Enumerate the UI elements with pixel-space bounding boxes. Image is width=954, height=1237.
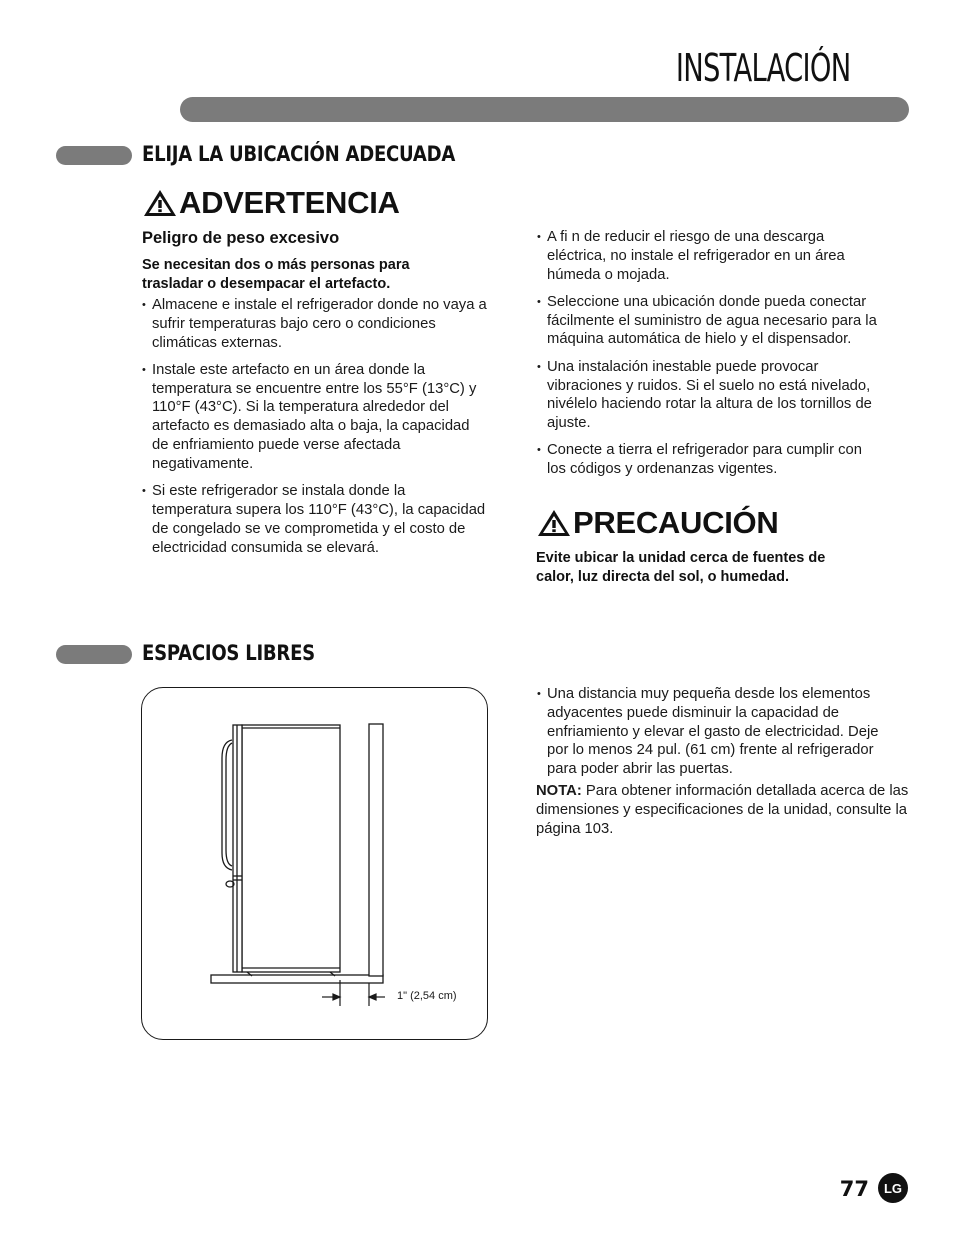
bullet-item: • Conecte a tierra el refrigerador para cumplir con los códigos y ordenanzas vigentes. — [537, 441, 882, 479]
section-heading-location: ELIJA LA UBICACIÓN ADECUADA — [142, 142, 456, 166]
page-number: 77 — [839, 1177, 869, 1201]
bullet-item: • Almacene e instale el refrigerador donde no vaya a sufrir temperaturas bajo cero o condiciones climáticas externas. — [142, 296, 487, 352]
bullet-item: • Una instalación inestable puede provocar vibraciones y ruidos. Si el suelo no está nivelado, nivélelo haciendo rotar la altura de los tornillos de ajuste. — [537, 358, 882, 433]
refrigerator-side-diagram — [142, 688, 487, 1039]
clearance-list — [537, 685, 897, 787]
warning-triangle-icon — [536, 508, 572, 538]
warning-list-left — [142, 296, 487, 566]
clearance-diagram — [141, 687, 488, 1040]
warning-subtitle: Peligro de peso excesivo — [142, 229, 340, 247]
warning-heading — [142, 185, 400, 221]
warning-intro: Se necesitan dos o más personas para trasladar o desempacar el artefacto. — [142, 257, 410, 292]
caution-text: Evite ubicar la unidad cerca de fuentes de calor, luz directa del sol, o humedad. — [536, 550, 826, 585]
caution-title: PRECAUCIÓN — [573, 505, 779, 540]
section-pill — [56, 645, 132, 664]
bullet-item: • Instale este artefacto en un área donde la temperatura se encuentre entre los 55°F (13°C) y 110°F (43°C). Si la temperatura alrededor del artefacto es demasiado alta o baja, la capacidad de enfriamiento puede verse afectada negativamente. — [142, 361, 487, 474]
warning-title: ADVERTENCIA — [179, 185, 400, 220]
caution-heading — [536, 505, 778, 541]
section-pill — [56, 146, 132, 165]
warning-triangle-icon — [142, 188, 178, 218]
lg-logo-icon — [877, 1172, 909, 1204]
bullet-item: • A fi n de reducir el riesgo de una descarga eléctrica, no instale el refrigerador en un área húmeda o mojada. — [537, 228, 882, 284]
note-label: NOTA: — [536, 783, 582, 799]
title-bar — [180, 97, 909, 122]
clearance-note — [536, 782, 911, 838]
bullet-item: • Una distancia muy pequeña desde los elementos adyacentes puede disminuir la capacidad de enfriamiento y elevar el gasto de electricidad. Deje por lo menos 24 pul. (61 cm) frente al refrigerador para poder abrir las puertas. — [537, 685, 897, 779]
clearance-label: 1" (2,54 cm) — [397, 990, 457, 1002]
warning-list-right — [537, 228, 882, 488]
note-text: Para obtener información detallada acerca de las dimensiones y especificaciones de la unidad, consulte la página 103. — [536, 783, 909, 837]
lg-logo-text: LG — [883, 1181, 903, 1196]
bullet-item: • Seleccione una ubicación donde pueda conectar fácilmente el suministro de agua necesario para la máquina automática de hielo y el dispensador. — [537, 293, 882, 349]
page-title: INSTALACIÓN — [675, 46, 850, 90]
bullet-item: • Si este refrigerador se instala donde la temperatura supera los 110°F (43°C), la capacidad de congelado se ve comprometida y el costo de electricidad consumida se elevará. — [142, 482, 487, 557]
section-heading-clearance: ESPACIOS LIBRES — [142, 641, 315, 665]
